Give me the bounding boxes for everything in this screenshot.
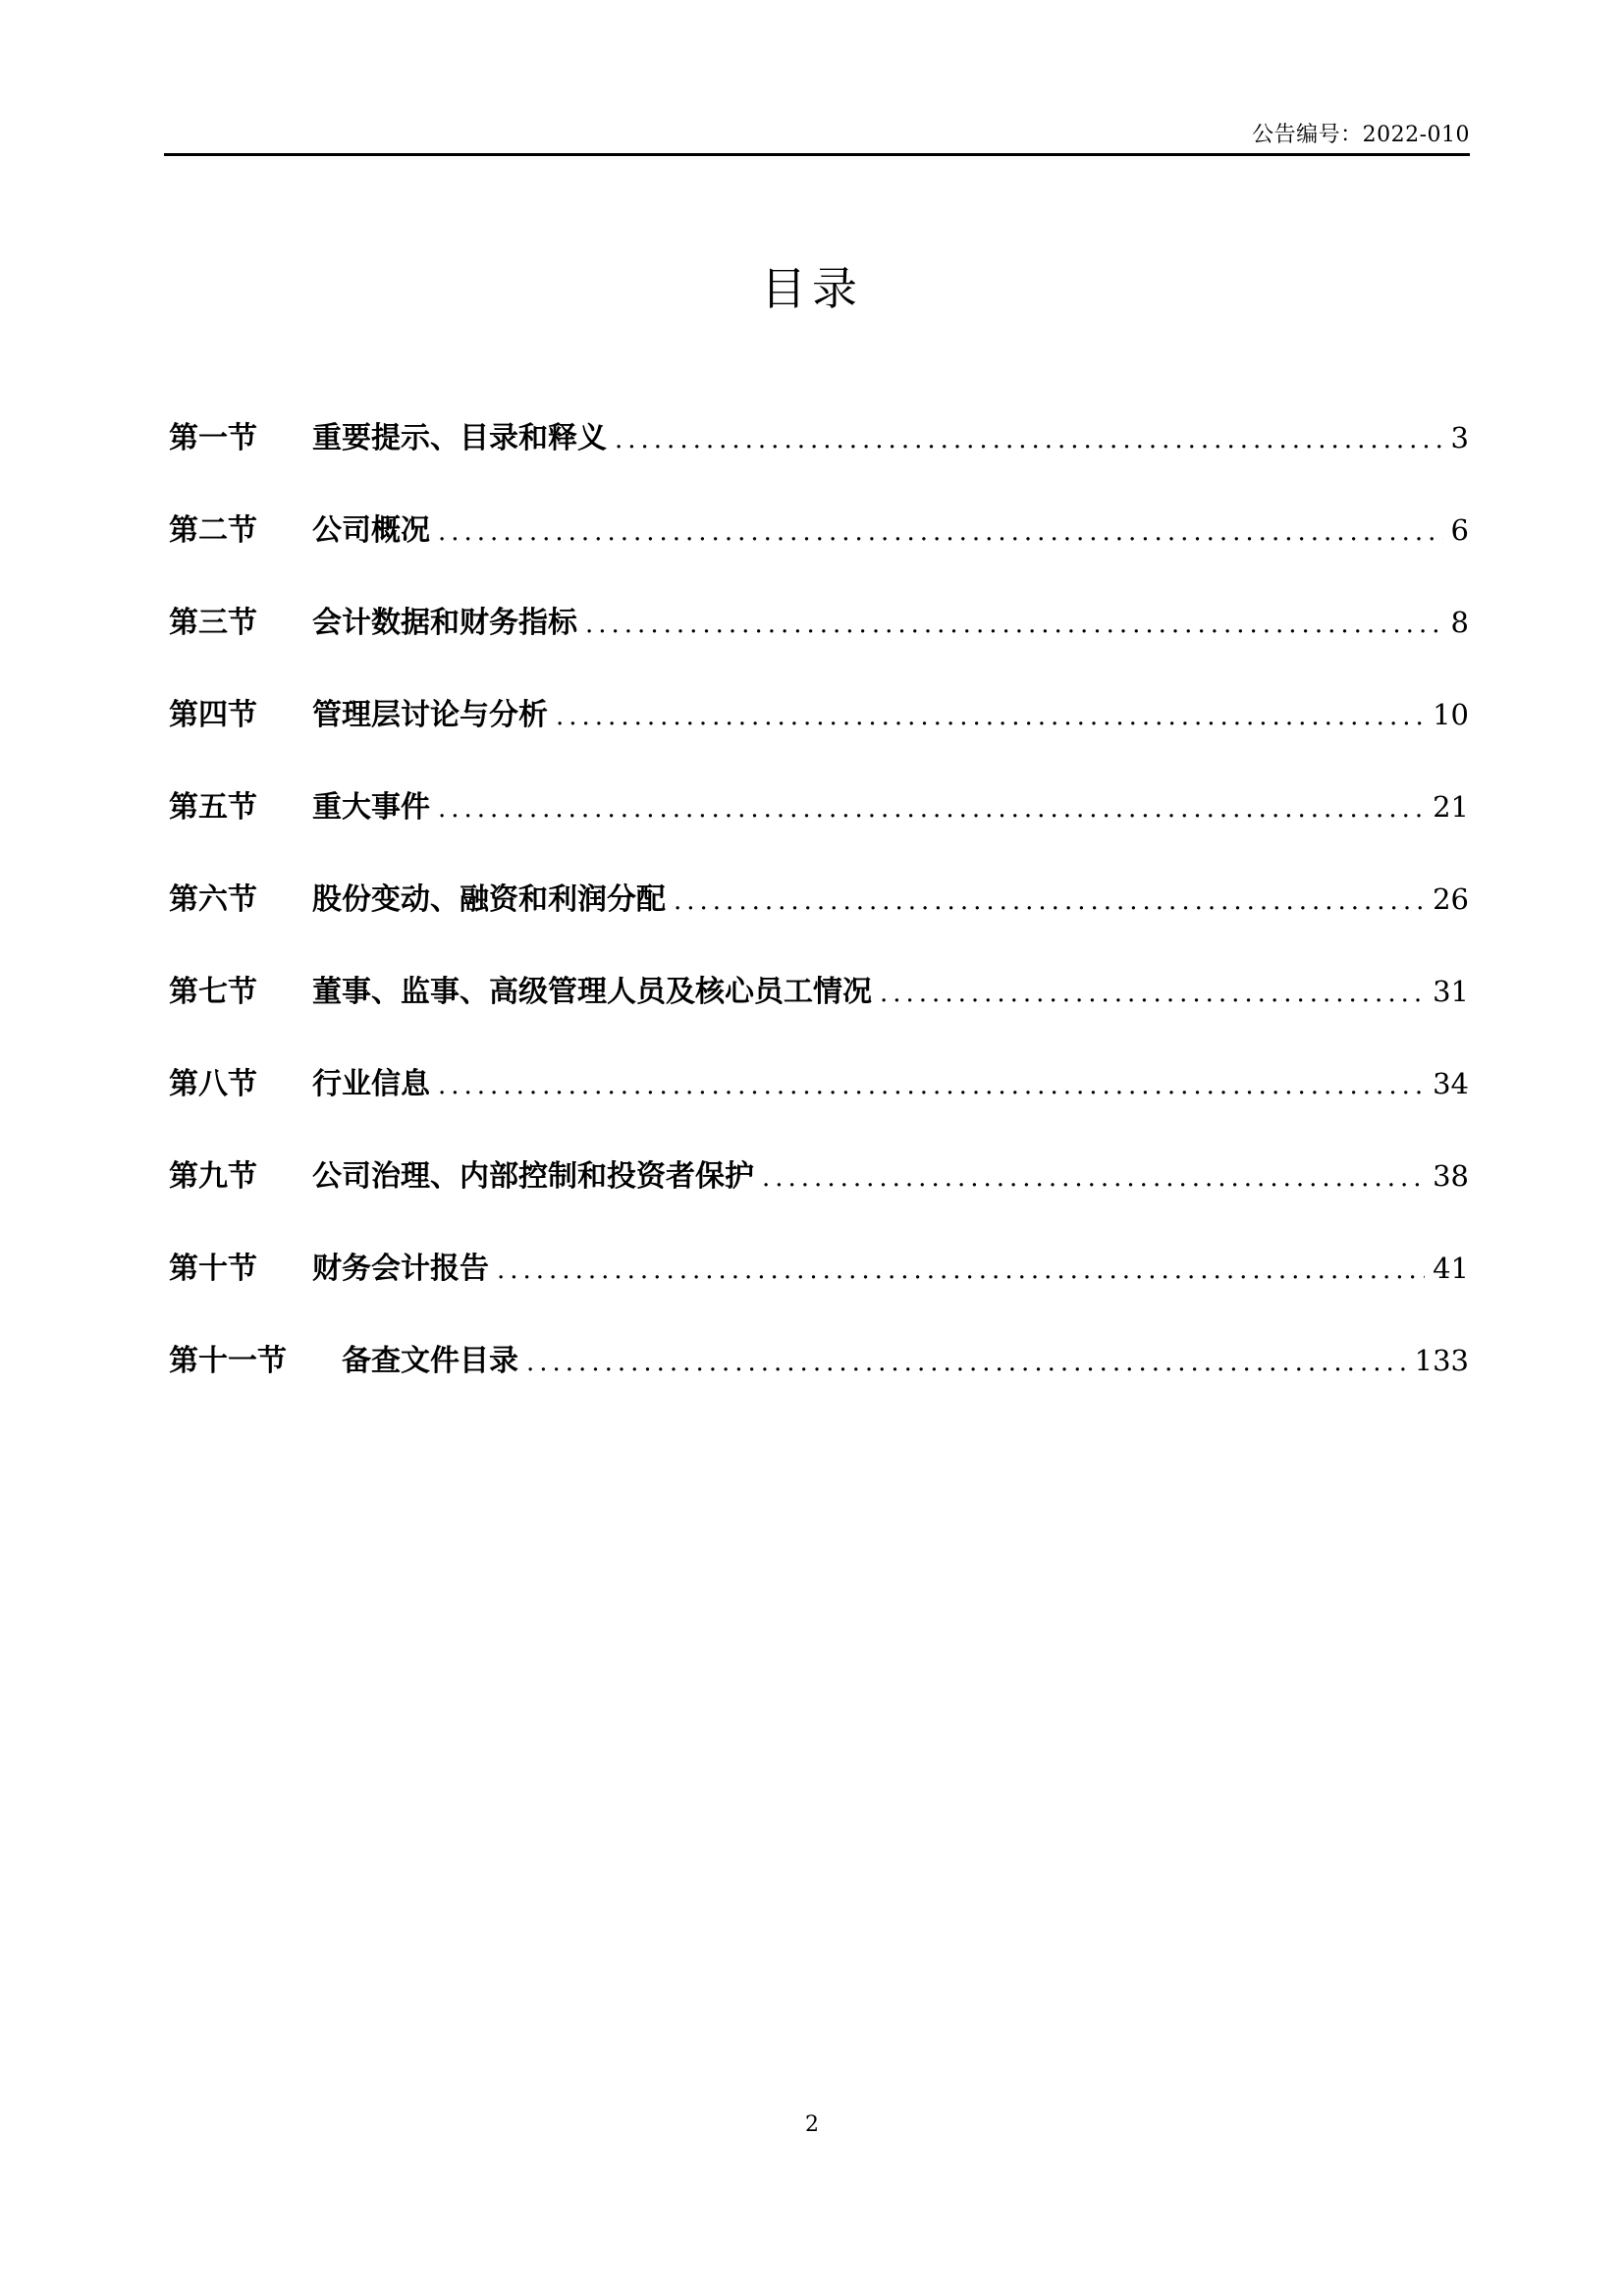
- toc-section-number: 第一节: [169, 421, 257, 455]
- toc-section-title: 股份变动、融资和利润分配: [312, 882, 666, 917]
- toc-section-title: 备查文件目录: [342, 1344, 518, 1378]
- dot-leader: [674, 881, 1425, 921]
- toc-section-number: 第十一节: [169, 1344, 287, 1378]
- toc-section-number: 第二节: [169, 513, 257, 548]
- toc-page-number: 21: [1433, 790, 1469, 824]
- toc-section-number: 第十节: [169, 1252, 257, 1286]
- toc-page-number: 41: [1433, 1252, 1469, 1285]
- toc-section-title: 重大事件: [312, 790, 430, 825]
- announcement-number: 公告编号：2022-010: [1252, 123, 1470, 147]
- toc-section-title: 管理层讨论与分析: [312, 698, 548, 732]
- toc-section-number: 第六节: [169, 882, 257, 917]
- toc-section-title: 重要提示、目录和释义: [312, 421, 607, 455]
- dot-leader: [497, 1251, 1425, 1290]
- toc-entry-2[interactable]: [169, 510, 1469, 603]
- toc-entry-11[interactable]: [169, 1341, 1469, 1433]
- dot-leader: [762, 1158, 1425, 1198]
- toc-section-title: 行业信息: [312, 1067, 430, 1101]
- toc-page-number: 38: [1433, 1159, 1469, 1193]
- toc-section-number: 第九节: [169, 1159, 257, 1194]
- toc-entry-3[interactable]: [169, 603, 1469, 695]
- toc-section-number: 第八节: [169, 1067, 257, 1101]
- dot-leader: [438, 789, 1425, 828]
- toc-page-number: 6: [1450, 513, 1469, 547]
- dot-leader: [585, 605, 1443, 644]
- toc-entry-1[interactable]: [169, 418, 1469, 510]
- page-header: [164, 110, 1470, 156]
- toc-page-number: 10: [1433, 698, 1469, 731]
- toc-page-number: 34: [1433, 1067, 1469, 1100]
- toc-page-number: 133: [1414, 1344, 1469, 1377]
- toc-section-title: 董事、监事、高级管理人员及核心员工情况: [312, 975, 872, 1009]
- toc-entry-7[interactable]: [169, 972, 1469, 1064]
- toc-section-number: 第五节: [169, 790, 257, 825]
- table-of-contents: [169, 418, 1469, 1433]
- toc-section-title: 公司治理、内部控制和投资者保护: [312, 1159, 754, 1194]
- toc-page-number: 3: [1450, 421, 1469, 454]
- toc-entry-9[interactable]: [169, 1156, 1469, 1249]
- toc-entry-5[interactable]: [169, 787, 1469, 880]
- toc-section-number: 第三节: [169, 606, 257, 640]
- toc-section-number: 第七节: [169, 975, 257, 1009]
- toc-page-number: 31: [1433, 975, 1469, 1008]
- page-number: 2: [805, 2112, 819, 2137]
- toc-page-number: 26: [1433, 882, 1469, 916]
- dot-leader: [438, 512, 1443, 552]
- toc-entry-8[interactable]: [169, 1064, 1469, 1156]
- dot-leader: [880, 974, 1425, 1013]
- toc-title: 目录: [761, 262, 863, 315]
- dot-leader: [615, 420, 1443, 459]
- toc-section-number: 第四节: [169, 698, 257, 732]
- toc-entry-4[interactable]: [169, 695, 1469, 787]
- toc-section-title: 财务会计报告: [312, 1252, 489, 1286]
- dot-leader: [556, 697, 1425, 736]
- toc-entry-10[interactable]: [169, 1249, 1469, 1341]
- toc-section-title: 会计数据和财务指标: [312, 606, 577, 640]
- dot-leader: [526, 1343, 1407, 1382]
- toc-page-number: 8: [1450, 606, 1469, 639]
- toc-entry-6[interactable]: [169, 880, 1469, 972]
- toc-section-title: 公司概况: [312, 513, 430, 548]
- dot-leader: [438, 1066, 1425, 1105]
